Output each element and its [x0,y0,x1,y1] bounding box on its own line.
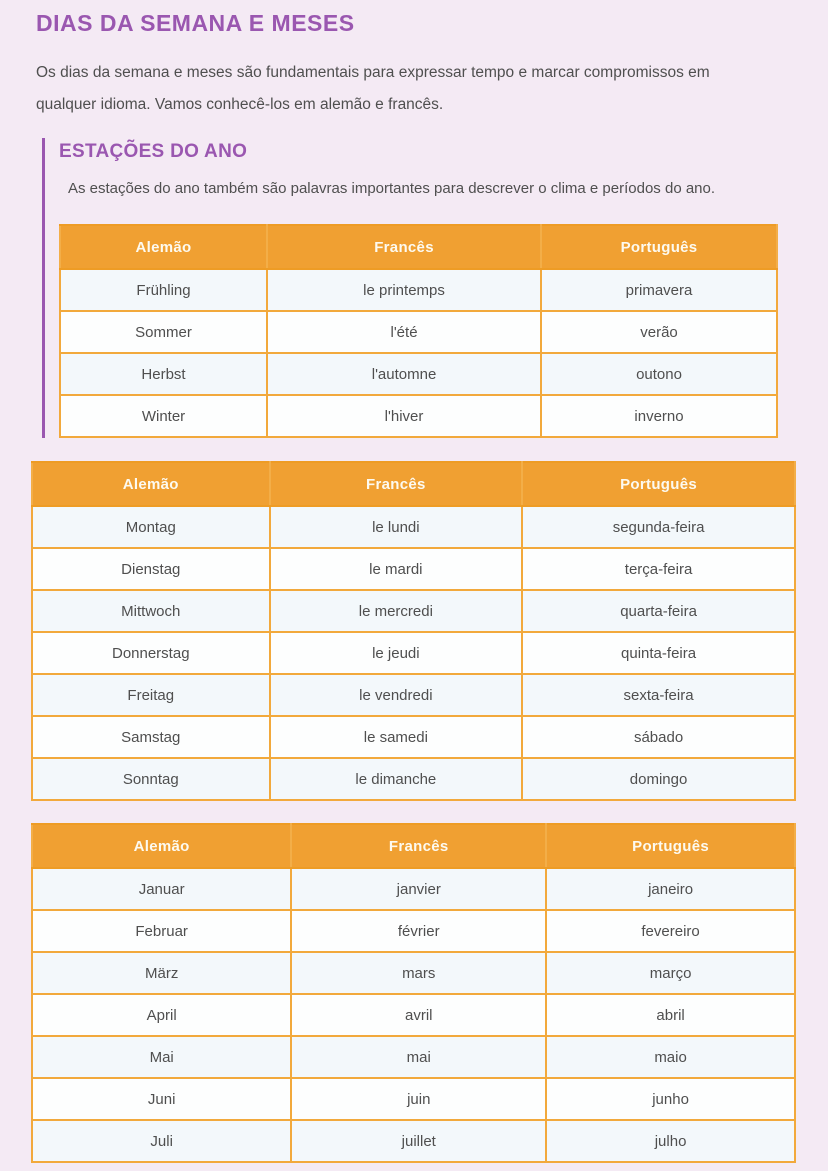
table-row [60,269,777,311]
table-row [32,590,795,632]
table-row [32,506,795,548]
table-row [60,311,777,353]
table-cell: Februar [32,910,291,952]
column-header: Alemão [60,225,267,269]
table-cell: Donnerstag [32,632,270,674]
table-cell: le dimanche [270,758,523,800]
table-row [32,868,795,910]
section-description: As estações do ano também são palavras importantes para descrever o clima e períodos do ano. [68,180,716,197]
table-cell: primavera [541,269,777,311]
table-cell: janeiro [546,868,795,910]
column-header: Português [541,225,777,269]
table-cell: mars [291,952,546,994]
table-cell: April [32,994,291,1036]
table-cell: Montag [32,506,270,548]
table-cell: Dienstag [32,548,270,590]
table-cell: März [32,952,291,994]
table-cell: le samedi [270,716,523,758]
months-table [31,823,796,1163]
table-cell: inverno [541,395,777,437]
table-cell: Freitag [32,674,270,716]
column-header: Alemão [32,824,291,868]
table-row [32,716,795,758]
column-header: Português [522,462,795,506]
table-cell: le mardi [270,548,523,590]
table-cell: mai [291,1036,546,1078]
table-cell: terça-feira [522,548,795,590]
table-cell: Juni [32,1078,291,1120]
table-cell: Sommer [60,311,267,353]
table-cell: quarta-feira [522,590,795,632]
table-cell: verão [541,311,777,353]
table-cell: Sonntag [32,758,270,800]
table-cell: le lundi [270,506,523,548]
table-cell: le jeudi [270,632,523,674]
table-cell: le mercredi [270,590,523,632]
table-cell: Mai [32,1036,291,1078]
column-header: Francês [270,462,523,506]
table-row [32,952,795,994]
table-row [32,548,795,590]
days-of-week-table [31,461,796,801]
table-cell: l'automne [267,353,541,395]
table-cell: sexta-feira [522,674,795,716]
table-row [32,994,795,1036]
table-cell: Winter [60,395,267,437]
table-row [60,353,777,395]
table-cell: janvier [291,868,546,910]
column-header: Francês [291,824,546,868]
section-title: ESTAÇÕES DO ANO [59,141,248,162]
column-header: Francês [267,225,541,269]
table-cell: abril [546,994,795,1036]
table-row [60,395,777,437]
table-cell: Mittwoch [32,590,270,632]
table-cell: Herbst [60,353,267,395]
table-cell: segunda-feira [522,506,795,548]
table-row [32,1120,795,1162]
table-cell: l'été [267,311,541,353]
table-row [32,1036,795,1078]
table-cell: sábado [522,716,795,758]
table-cell: março [546,952,795,994]
table-cell: domingo [522,758,795,800]
table-cell: outono [541,353,777,395]
seasons-section [42,138,797,438]
table-cell: julho [546,1120,795,1162]
seasons-table [59,224,778,438]
table-cell: fevereiro [546,910,795,952]
table-cell: Frühling [60,269,267,311]
table-cell: juin [291,1078,546,1120]
table-header-row [32,462,795,506]
table-cell: junho [546,1078,795,1120]
table-cell: Juli [32,1120,291,1162]
table-cell: février [291,910,546,952]
table-cell: maio [546,1036,795,1078]
table-header-row [60,225,777,269]
table-cell: le vendredi [270,674,523,716]
table-cell: le printemps [267,269,541,311]
column-header: Alemão [32,462,270,506]
table-row [32,632,795,674]
table-cell: quinta-feira [522,632,795,674]
column-header: Português [546,824,795,868]
table-header-row [32,824,795,868]
table-cell: juillet [291,1120,546,1162]
table-cell: l'hiver [267,395,541,437]
intro-paragraph: Os dias da semana e meses são fundamentais para expressar tempo e marcar compromissos em qualquer idioma. Vamos conhecê-los em alemão e francês. [36,64,710,113]
table-cell: avril [291,994,546,1036]
page-title: DIAS DA SEMANA E MESES [36,10,355,36]
table-row [32,1078,795,1120]
table-row [32,674,795,716]
table-row [32,758,795,800]
table-cell: Januar [32,868,291,910]
table-cell: Samstag [32,716,270,758]
table-row [32,910,795,952]
